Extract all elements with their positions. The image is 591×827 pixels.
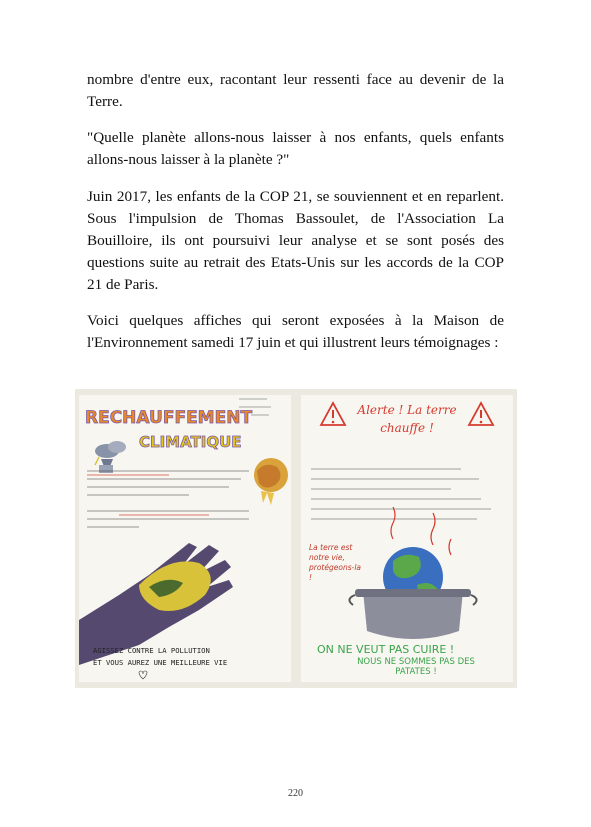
earth-in-pot-drawing bbox=[349, 547, 476, 639]
paragraph-1: nombre d'entre eux, racontant leur ressenti face au devenir de la Terre. bbox=[87, 71, 504, 110]
poster-left-title-2: CLIMATIQUE bbox=[139, 433, 242, 451]
warning-icon bbox=[469, 403, 493, 425]
posters-photo bbox=[75, 389, 517, 688]
steam-drawing bbox=[391, 507, 451, 555]
paragraph-2-quote: "Quelle planète allons-nous laisser à nos enfants, quels enfants allons-nous laisser à la planète ?" bbox=[87, 129, 504, 168]
poster-left-bottom-2: ET VOUS AUREZ UNE MEILLEURE VIE bbox=[93, 658, 228, 667]
poster-left-bottom-1: AGISSEZ CONTRE LA POLLUTION bbox=[93, 646, 210, 655]
paragraph-3: Juin 2017, les enfants de la COP 21, se souviennent et en reparlent. Sous l'impulsion de Thomas Bassoulet, de l'Association La Bouilloire, ils ont poursuivi leur analyse et se sont posés des questions suite au retrait des Etats-Unis sur les accords de la COP 21 de Paris. bbox=[87, 188, 504, 293]
paragraph-4: Voici quelques affiches qui seront exposées à la Maison de l'Environnement samedi 17 juin et qui illustrent leurs témoignages : bbox=[87, 312, 504, 351]
poster-right-header: Alerte ! La terre chauffe ! bbox=[357, 403, 457, 435]
heart-icon bbox=[139, 671, 147, 679]
poster-left-title-1: RECHAUFFEMENT bbox=[85, 408, 253, 428]
poster-right-slogan-2: NOUS NE SOMMES PAS DES PATATES ! bbox=[357, 657, 475, 677]
poster-right-side-note: La terre est notre vie, protégeons-la ! bbox=[309, 543, 361, 582]
page-number: 220 bbox=[288, 788, 303, 799]
warning-icon bbox=[321, 403, 345, 425]
poster-left-drawing bbox=[79, 395, 291, 682]
poster-alerte bbox=[301, 395, 513, 682]
melting-earth-drawing bbox=[254, 458, 288, 505]
poster-rechauffement bbox=[79, 395, 291, 682]
poster-right-slogan-1: ON NE VEUT PAS CUIRE ! bbox=[317, 643, 455, 656]
poster-right-drawing bbox=[301, 395, 513, 682]
storm-drawing bbox=[95, 441, 126, 473]
